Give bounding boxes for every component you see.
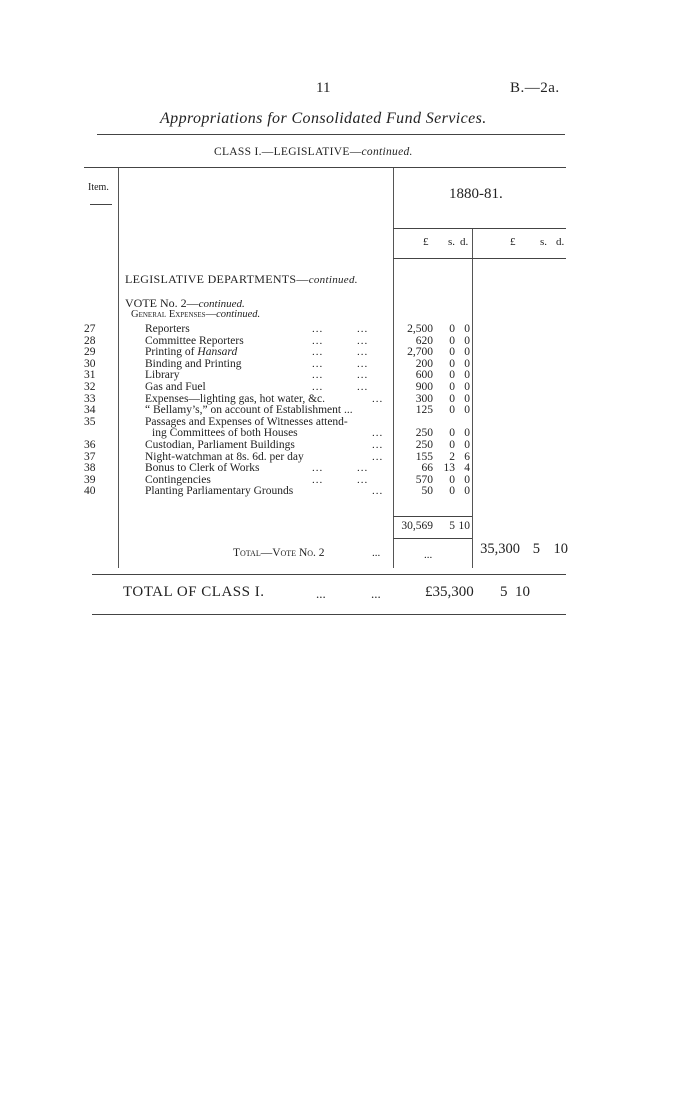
section-heading [125, 272, 358, 287]
leader-dots: ... ... [312, 473, 369, 486]
amount-pounds: 155 [415, 450, 433, 463]
class-total-amount: £35,300 [425, 584, 474, 600]
class-total-top-rule [92, 574, 566, 575]
leader-dots: ... [372, 450, 384, 463]
class-total-dots-2: ... [371, 586, 381, 601]
amount-shillings: 0 [449, 346, 455, 359]
amount-pounds: 2,700 [407, 346, 433, 359]
subtotal-top-rule [393, 516, 472, 517]
total-vote-mid-dots: ... [424, 549, 433, 561]
class-heading-continued: continued. [361, 146, 413, 158]
item-description: Passages and Expenses of Witnesses attend- [145, 415, 348, 428]
item-number: 36 [84, 439, 96, 451]
total-vote-shillings: 5 [532, 541, 540, 557]
col-pound-1: £ [423, 236, 429, 248]
amount-pence: 0 [464, 381, 470, 393]
amount-pounds: 300 [415, 392, 433, 405]
leader-dots: ... ... [312, 334, 369, 347]
item-column-rule [118, 168, 119, 568]
amount-pounds: 250 [415, 427, 433, 440]
subheading-text: General Expenses— [131, 309, 217, 320]
title-rule [97, 134, 565, 135]
section-heading-continued: continued. [308, 274, 358, 286]
leader-dots: ... [372, 485, 384, 498]
leader-dots: ... ... [312, 381, 369, 393]
total-vote-label: Total—Vote No. 2 [233, 547, 325, 559]
amount-pounds: 125 [415, 404, 433, 417]
leader-dots: ... ... [312, 323, 369, 335]
leader-dots: ... [372, 392, 384, 405]
item-number: 38 [84, 462, 96, 475]
item-number: 33 [84, 392, 96, 405]
item-number: 31 [84, 369, 96, 382]
class-heading-text: CLASS I.—LEGISLATIVE— [214, 146, 362, 158]
item-header-underline [90, 204, 112, 205]
pounds-column-rule [472, 228, 473, 568]
amount-shillings: 0 [449, 357, 455, 370]
subtotal-pounds: 30,569 [401, 520, 433, 532]
item-description: ing Committees of both Houses [152, 427, 298, 440]
item-description: Library [145, 369, 180, 382]
subtotal-bottom-rule [393, 538, 472, 539]
item-description-text: Printing of [145, 346, 198, 359]
section-heading-text: LEGISLATIVE DEPARTMENTS— [125, 272, 309, 286]
class-heading [214, 146, 413, 158]
amount-shillings: 0 [449, 381, 455, 393]
item-number: 32 [84, 381, 96, 393]
amount-pounds: 200 [415, 357, 433, 370]
item-column-header: Item. [88, 182, 109, 193]
amount-shillings: 0 [449, 427, 455, 440]
subheading-continued: continued. [216, 309, 261, 320]
item-number: 40 [84, 485, 96, 498]
amount-pounds: 600 [415, 369, 433, 382]
amount-pence: 0 [464, 357, 470, 370]
amount-pounds: 50 [421, 485, 433, 498]
leader-dots: ... ... [312, 346, 369, 359]
leader-dots: ... ... [312, 357, 369, 370]
item-description: Reporters [145, 323, 190, 335]
amount-pence: 0 [464, 369, 470, 382]
amount-pounds: 66 [421, 462, 433, 475]
class-total-pence: 10 [515, 584, 530, 600]
class-total-dots-1: ... [316, 586, 326, 601]
amount-pence: 0 [464, 404, 470, 417]
amount-shillings: 0 [449, 323, 455, 335]
amount-pence: 4 [464, 462, 470, 475]
class-total-label: TOTAL OF CLASS I. [123, 584, 265, 600]
amount-shillings: 0 [449, 392, 455, 405]
item-description: Contingencies [145, 473, 211, 486]
item-description: Binding and Printing [145, 357, 242, 370]
amount-shillings: 0 [449, 334, 455, 347]
item-number: 29 [84, 346, 96, 359]
amount-pence: 0 [464, 392, 470, 405]
year-rule [393, 228, 566, 229]
amount-pence: 0 [464, 473, 470, 486]
amount-pence: 6 [464, 450, 470, 463]
amount-pence: 0 [464, 485, 470, 498]
amount-pounds: 620 [415, 334, 433, 347]
item-description: “ Bellamy’s,” on account of Establishment ... [145, 404, 353, 417]
leader-dots: ... ... [312, 462, 369, 475]
leader-dots: ... [372, 427, 384, 440]
item-description-italic: Hansard [197, 346, 238, 359]
amount-shillings: 0 [449, 404, 455, 417]
amount-pence: 0 [464, 439, 470, 451]
amount-shillings: 0 [449, 485, 455, 498]
col-pound-2: £ [510, 236, 516, 248]
amount-pence: 0 [464, 334, 470, 347]
total-vote-dots: ... [372, 547, 381, 559]
amount-shillings: 13 [443, 462, 455, 475]
amount-pounds: 900 [415, 381, 433, 393]
item-number: 34 [84, 404, 96, 417]
item-description: Gas and Fuel [145, 381, 206, 393]
vote-heading-text: VOTE No. 2— [125, 296, 199, 310]
amount-pounds: 2,500 [407, 323, 433, 335]
amount-shillings: 0 [449, 473, 455, 486]
total-vote-pounds: 35,300 [480, 541, 520, 557]
table-top-rule [84, 167, 566, 168]
col-d-1: d. [460, 236, 469, 248]
item-description: Planting Parliamentary Grounds [145, 485, 294, 498]
class-total-shillings: 5 [500, 584, 508, 600]
leader-dots: ... [372, 439, 384, 451]
year-heading: 1880-81. [449, 186, 503, 202]
item-description: Custodian, Parliament Buildings [145, 439, 295, 451]
item-description: Expenses—lighting gas, hot water, &c. [145, 392, 325, 405]
col-s-1: s. [448, 236, 456, 248]
subtotal-pence: 10 [458, 520, 470, 532]
col-d-2: d. [556, 236, 565, 248]
amount-pence: 0 [464, 323, 470, 335]
amount-pence: 0 [464, 346, 470, 359]
amount-pounds: 570 [415, 473, 433, 486]
item-description: Night-watchman at 8s. 6d. per day [145, 450, 304, 463]
document-reference: B.—2a. [510, 80, 560, 96]
vote-heading-continued: continued. [198, 298, 245, 310]
item-description: Bonus to Clerk of Works [145, 462, 260, 475]
item-number: 39 [84, 473, 96, 486]
subheading [131, 309, 260, 320]
item-description: Committee Reporters [145, 334, 244, 347]
amount-shillings: 0 [449, 439, 455, 451]
item-number: 37 [84, 450, 96, 463]
header-bottom-rule [393, 258, 566, 259]
item-number: 30 [84, 357, 96, 370]
amount-shillings: 2 [449, 450, 455, 463]
item-number: 27 [84, 323, 96, 335]
total-vote-pence: 10 [553, 541, 568, 557]
col-s-2: s. [540, 236, 548, 248]
amount-shillings: 0 [449, 369, 455, 382]
class-total-bottom-rule [92, 614, 566, 615]
leader-dots: ... ... [312, 369, 369, 382]
item-number: 28 [84, 334, 96, 347]
amount-pounds: 250 [415, 439, 433, 451]
amount-pence: 0 [464, 427, 470, 440]
item-number: 35 [84, 415, 96, 428]
page-number: 11 [316, 80, 331, 96]
subtotal-shillings: 5 [449, 520, 455, 532]
page-title: Appropriations for Consolidated Fund Services. [160, 110, 487, 127]
